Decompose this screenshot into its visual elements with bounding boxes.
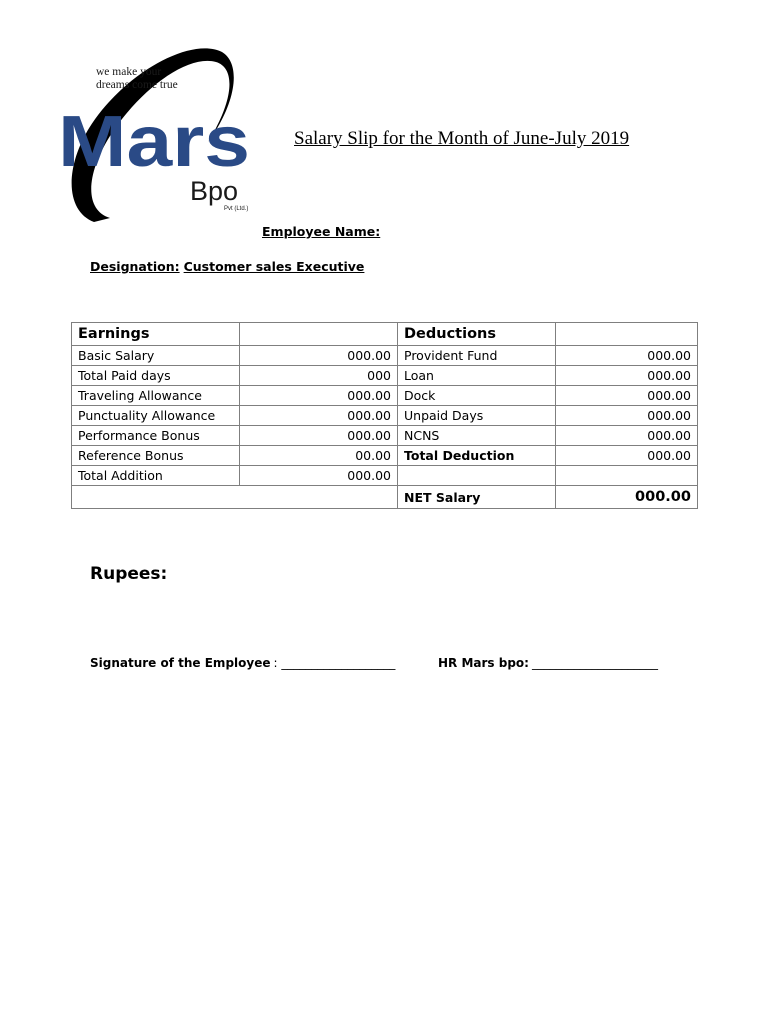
logo-tagline-line1: we make your <box>96 66 162 78</box>
total-deduction-label: Total Deduction <box>398 446 556 466</box>
earning-value: 000.00 <box>240 386 398 406</box>
employee-signature-label: Signature of the Employee <box>90 656 271 670</box>
earning-label: Total Paid days <box>72 366 240 386</box>
deduction-label: NCNS <box>398 426 556 446</box>
earning-label: Basic Salary <box>72 346 240 366</box>
logo-company-suffix: Pvt (Ltd.) <box>224 206 249 212</box>
earning-label: Performance Bonus <box>72 426 240 446</box>
earning-label: Traveling Allowance <box>72 386 240 406</box>
logo-tagline-line2: dreams come true <box>96 79 178 91</box>
logo-sub-brand-text: Bpo <box>190 176 239 206</box>
earnings-header: Earnings <box>72 323 240 346</box>
company-logo <box>58 44 258 234</box>
deduction-label: Unpaid Days <box>398 406 556 426</box>
earning-value: 000.00 <box>240 406 398 426</box>
employee-signature-line <box>90 656 395 670</box>
earning-value: 00.00 <box>240 446 398 466</box>
deduction-label: Loan <box>398 366 556 386</box>
header-blank-cell <box>240 323 398 346</box>
hr-signature-blank: _____________________ <box>531 656 658 670</box>
net-row-blank-cell <box>72 486 398 509</box>
earning-label: Reference Bonus <box>72 446 240 466</box>
net-salary-label: NET Salary <box>398 486 556 509</box>
table-row <box>72 466 698 486</box>
total-addition-label: Total Addition <box>72 466 240 486</box>
table-header-row <box>72 323 698 346</box>
deduction-label: Dock <box>398 386 556 406</box>
table-row <box>72 346 698 366</box>
hr-signature-line <box>438 656 658 670</box>
designation-value: Customer sales Executive <box>183 259 365 274</box>
deduction-label <box>398 466 556 486</box>
total-deduction-value: 000.00 <box>556 446 698 466</box>
mars-bpo-logo-graphic <box>58 44 258 234</box>
table-row <box>72 446 698 466</box>
employee-signature-blank: : ___________________ <box>273 656 396 670</box>
deduction-value <box>556 466 698 486</box>
net-salary-row <box>72 486 698 509</box>
table-row <box>72 366 698 386</box>
salary-table <box>71 322 698 509</box>
salary-slip-title: Salary Slip for the Month of June-July 2019 <box>294 128 630 149</box>
deduction-label: Provident Fund <box>398 346 556 366</box>
rupees-label: Rupees: <box>90 564 168 584</box>
deduction-value: 000.00 <box>556 406 698 426</box>
hr-signature-label: HR Mars bpo: <box>438 656 529 670</box>
designation-label: Designation: <box>90 259 180 274</box>
deductions-header: Deductions <box>398 323 556 346</box>
deduction-value: 000.00 <box>556 426 698 446</box>
total-addition-value: 000.00 <box>240 466 398 486</box>
deduction-value: 000.00 <box>556 386 698 406</box>
header-blank-cell <box>556 323 698 346</box>
earning-value: 000 <box>240 366 398 386</box>
earning-value: 000.00 <box>240 346 398 366</box>
table-row <box>72 406 698 426</box>
deduction-value: 000.00 <box>556 346 698 366</box>
table-row <box>72 386 698 406</box>
employee-name-label: Employee Name: <box>262 224 381 239</box>
designation-line <box>90 259 368 274</box>
table-row <box>72 426 698 446</box>
earning-value: 000.00 <box>240 426 398 446</box>
deduction-value: 000.00 <box>556 366 698 386</box>
earning-label: Punctuality Allowance <box>72 406 240 426</box>
logo-brand-text: Mars <box>58 102 250 182</box>
net-salary-value: 000.00 <box>556 486 698 509</box>
